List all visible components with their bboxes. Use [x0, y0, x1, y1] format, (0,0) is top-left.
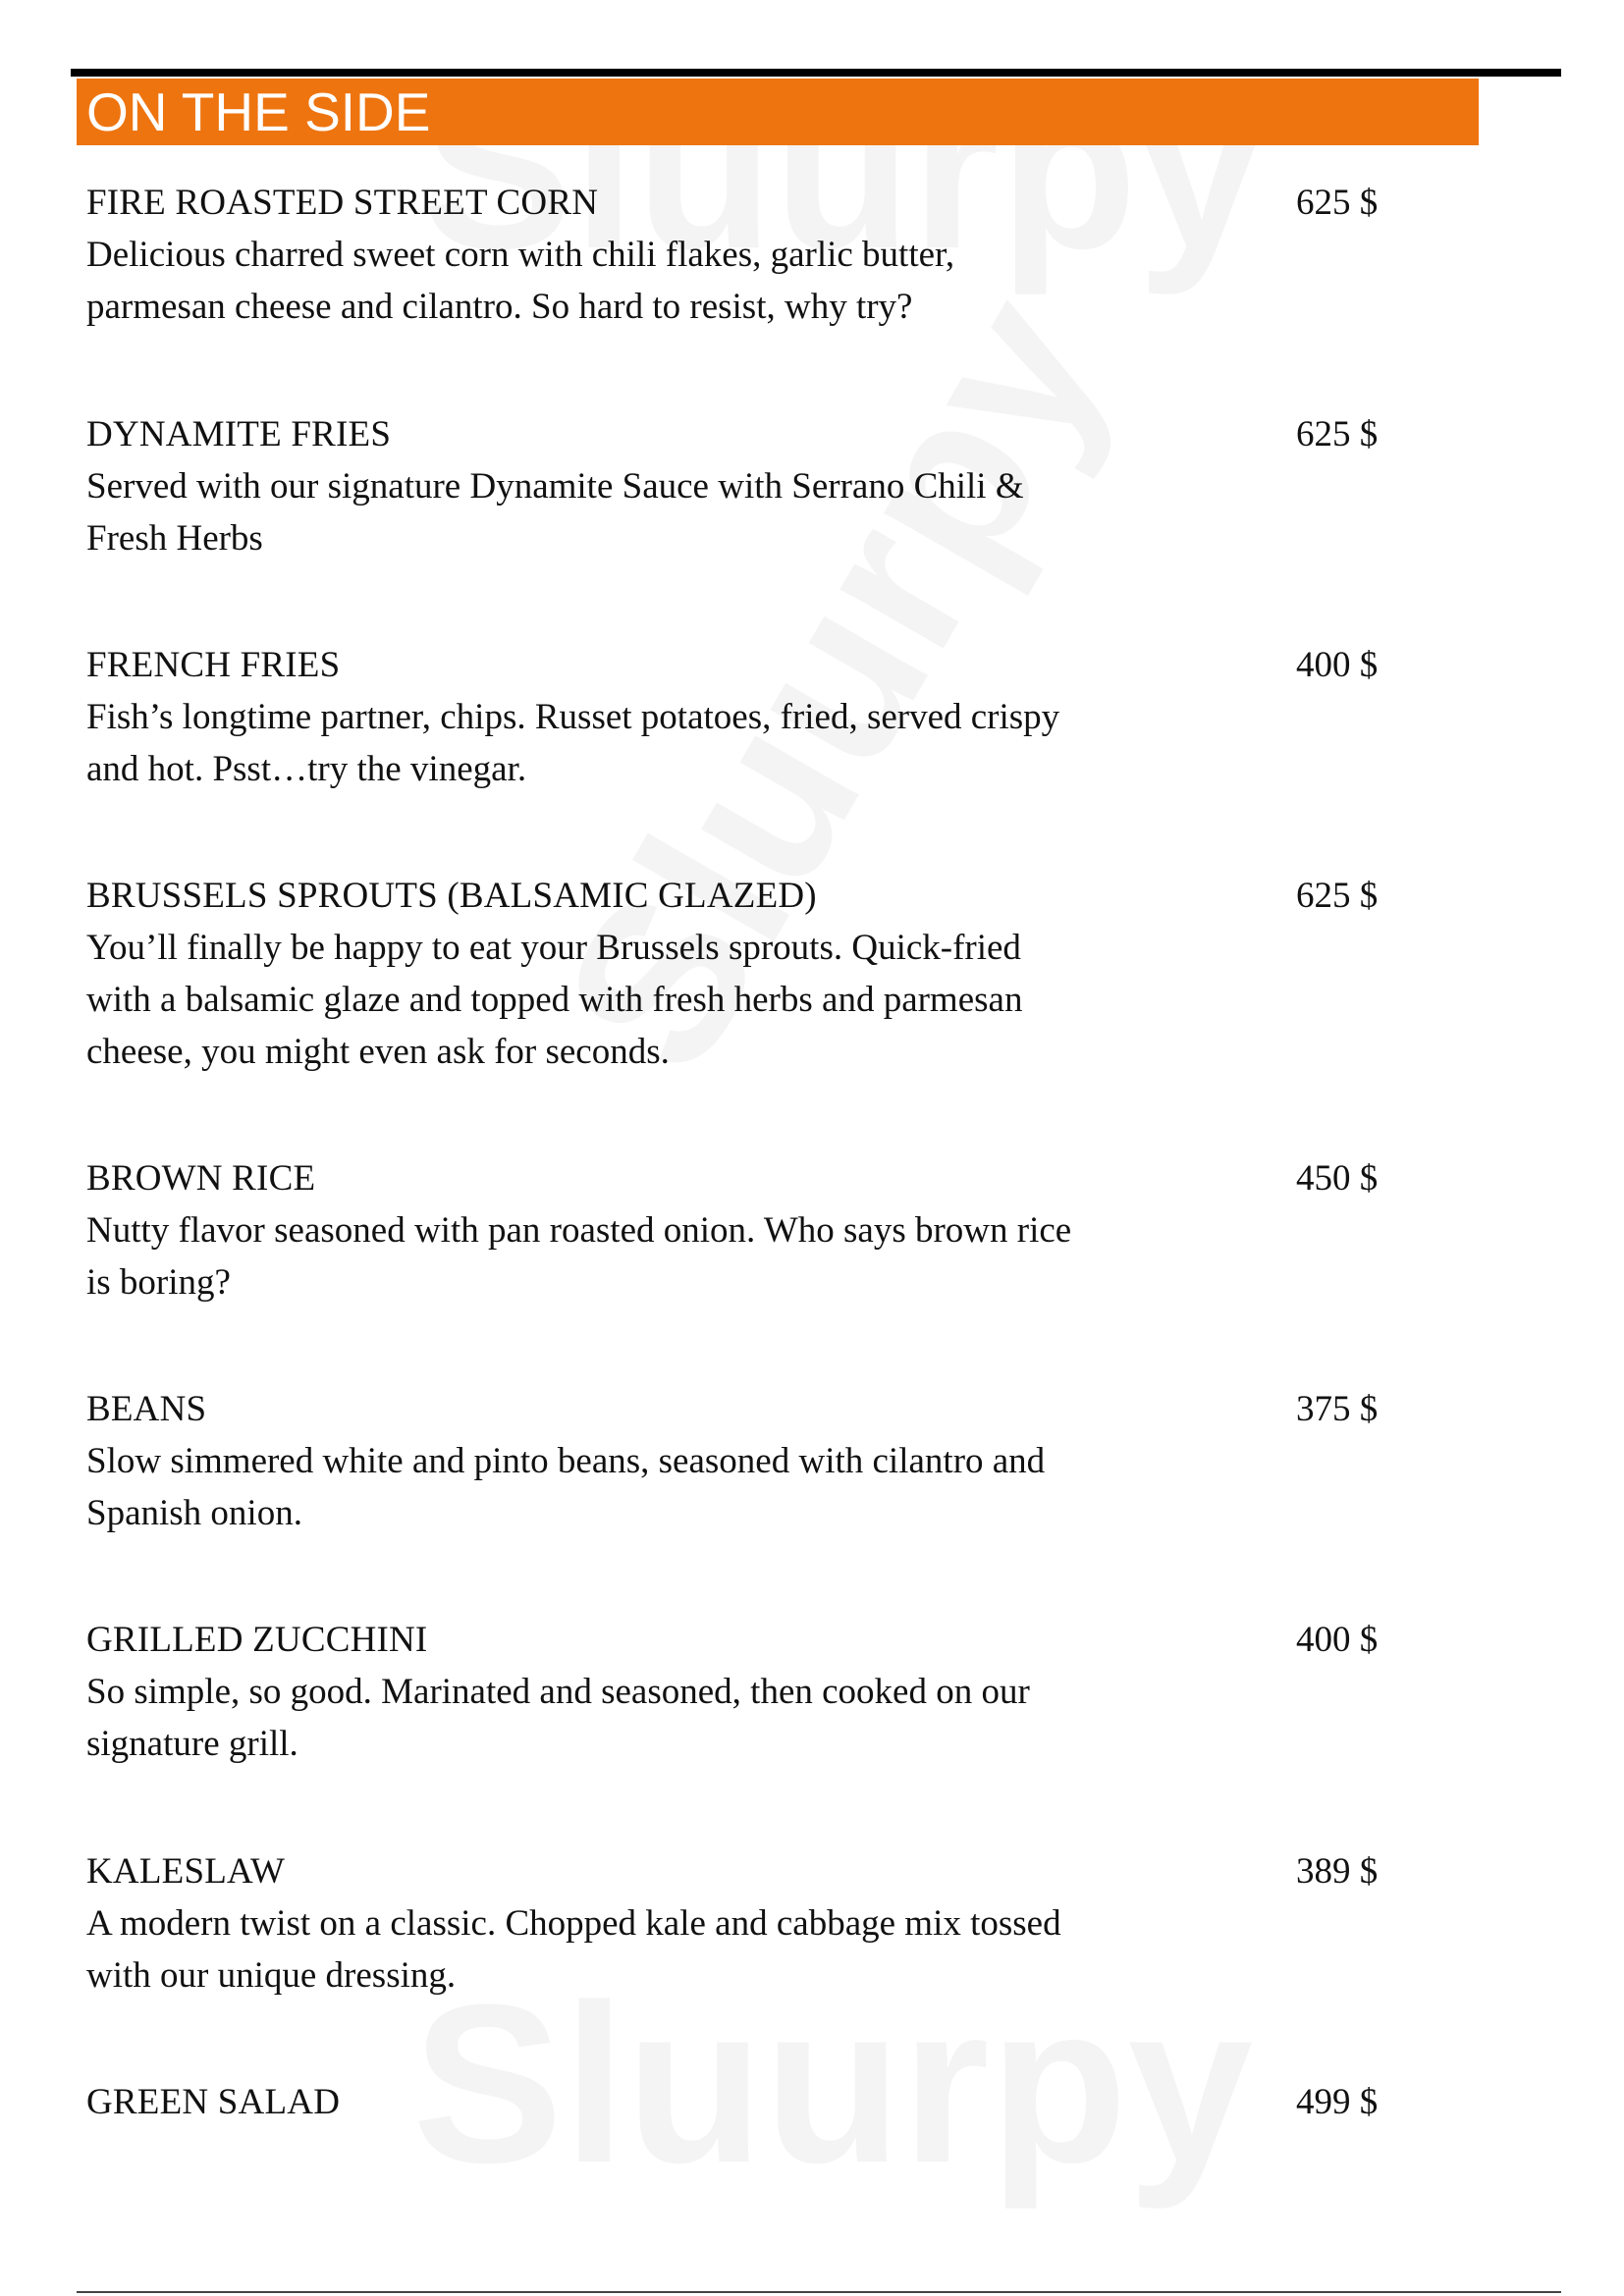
- menu-item-kaleslaw: [86, 1845, 1392, 2002]
- menu-item-brown-rice: [86, 1152, 1392, 1308]
- bottom-divider: [77, 2291, 1561, 2293]
- section-title: ON THE SIDE: [86, 81, 431, 142]
- item-description: Slow simmered white and pinto beans, seasoned with cilantro and Spanish onion.: [86, 1441, 1046, 1533]
- item-name: DYNAMITE FRIES: [86, 414, 392, 454]
- item-price: 389 $: [1296, 1851, 1379, 1892]
- item-name: GRILLED ZUCCHINI: [86, 1620, 428, 1660]
- item-price: 499 $: [1296, 2082, 1379, 2122]
- item-name: BRUSSELS SPROUTS (BALSAMIC GLAZED): [86, 876, 817, 916]
- menu-item-fire-roasted-street-corn: [86, 177, 1392, 333]
- item-price: 625 $: [1296, 876, 1379, 916]
- section-header: [77, 79, 1479, 145]
- item-name: KALESLAW: [86, 1851, 286, 1892]
- menu-item-grilled-zucchini: [86, 1614, 1392, 1770]
- item-price: 450 $: [1296, 1158, 1379, 1199]
- item-name: BROWN RICE: [86, 1158, 316, 1199]
- item-description: A modern twist on a classic. Chopped kale and cabbage mix tossed with our unique dressing.: [86, 1903, 1061, 1996]
- item-name: FRENCH FRIES: [86, 645, 341, 685]
- menu-item-french-fries: [86, 639, 1392, 795]
- item-description: Fish’s longtime partner, chips. Russet potatoes, fried, served crispy and hot. Psst…try the vinegar.: [86, 697, 1060, 789]
- menu-item-green-salad: [86, 2076, 1392, 2128]
- item-price: 625 $: [1296, 183, 1379, 223]
- item-price: 400 $: [1296, 645, 1379, 685]
- item-price: 625 $: [1296, 414, 1379, 454]
- item-description: Delicious charred sweet corn with chili flakes, garlic butter, parmesan cheese and cilantro. So hard to resist, why try?: [86, 235, 955, 327]
- item-price: 400 $: [1296, 1620, 1379, 1660]
- item-description: Nutty flavor seasoned with pan roasted onion. Who says brown rice is boring?: [86, 1210, 1072, 1303]
- menu-item-beans: [86, 1383, 1392, 1539]
- item-name: FIRE ROASTED STREET CORN: [86, 183, 599, 223]
- top-divider: [71, 69, 1561, 77]
- item-description: You’ll finally be happy to eat your Brussels sprouts. Quick-fried with a balsamic glaze and topped with fresh herbs and parmesan cheese, you might even ask for seconds.: [86, 928, 1023, 1072]
- item-name: BEANS: [86, 1389, 207, 1429]
- item-description: Served with our signature Dynamite Sauce with Serrano Chili & Fresh Herbs: [86, 466, 1024, 559]
- item-price: 375 $: [1296, 1389, 1379, 1429]
- item-name: GREEN SALAD: [86, 2082, 341, 2122]
- menu-item-dynamite-fries: [86, 408, 1392, 564]
- item-description: So simple, so good. Marinated and seasoned, then cooked on our signature grill.: [86, 1672, 1030, 1764]
- menu-item-brussels-sprouts: [86, 870, 1392, 1078]
